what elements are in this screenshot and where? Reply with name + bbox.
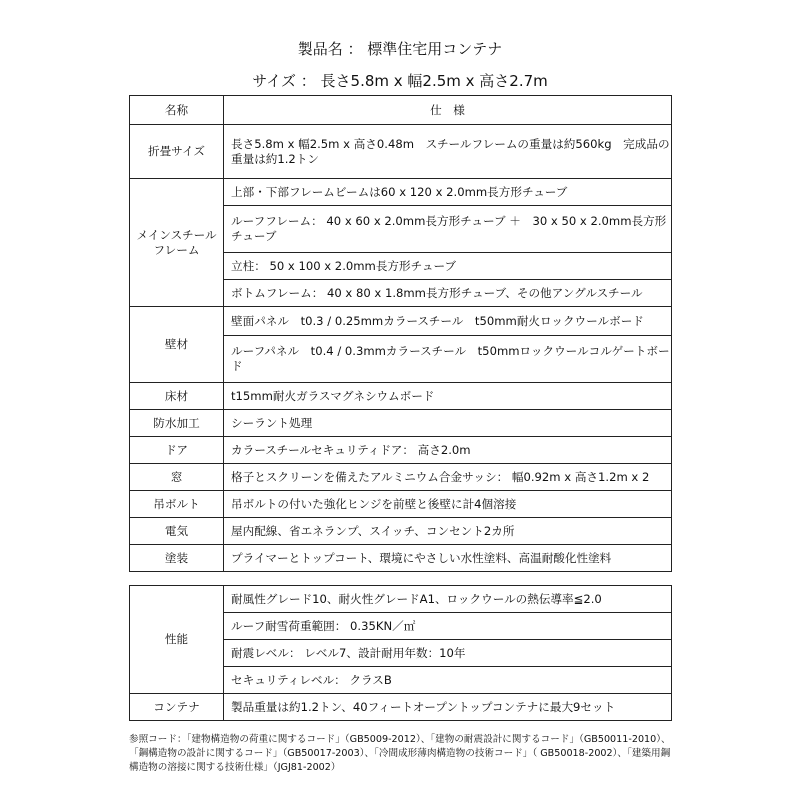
spec-cell: カラースチールセキュリティドア： 高さ2.0m [224,437,672,464]
item-name-cell: コンテナ [130,694,224,721]
item-name-cell: 塗装 [130,545,224,572]
performance-table [129,585,672,721]
table-row [130,518,672,545]
table-row [130,586,672,613]
product-name-title: 製品名 ： 標準住宅用コンテナ [297,40,503,58]
table-row [130,545,672,572]
spec-cell: プライマーとトップコート、環境にやさしい水性塗料、高温耐酸化性塗料 [224,545,672,572]
header-spec-cell: 仕 様 [224,96,672,125]
spec-cell: 長さ5.8m x 幅2.5m x 高さ0.48m スチールフレームの重量は約560kg 完成品の重量は約1.2トン [224,125,672,179]
item-name-cell: ドア [130,437,224,464]
item-name-cell: 性能 [130,586,224,694]
spec-cell: 格子とスクリーンを備えたアルミニウム合金サッシ： 幅0.92m x 高さ1.2m x 2 [224,464,672,491]
item-name-cell: 床材 [130,383,224,410]
spec-cell: ルーフパネル t0.4 / 0.3mmカラースチール t50mmロックウールコルゲートボード [224,336,672,383]
table-row [130,383,672,410]
table-row [130,464,672,491]
table-row [130,179,672,206]
spec-cell: 耐風性グレード10、耐火性グレードA1、ロックウールの熱伝導率≦2.0 [224,586,672,613]
table-row [130,491,672,518]
item-name-cell: 壁材 [130,307,224,383]
spec-cell: ルーフ耐雪荷重範囲： 0.35KN／㎡ [224,613,672,640]
size-title: サイズ ： 長さ5.8m x 幅2.5m x 高さ2.7m [252,72,548,90]
spec-cell: 吊ボルトの付いた強化ヒンジを前壁と後壁に計4個溶接 [224,491,672,518]
spec-cell: ボトムフレーム： 40 x 80 x 1.8mm長方形チューブ、その他アングルスチール [224,280,672,307]
table-row [130,307,672,336]
item-name-cell: 窓 [130,464,224,491]
item-name-cell: 折畳サイズ [130,125,224,179]
item-name-cell: 吊ボルト [130,491,224,518]
header-name-cell: 名称 [130,96,224,125]
item-name-cell: メインスチール フレーム [130,179,224,307]
item-name-cell: 電気 [130,518,224,545]
table-row [130,694,672,721]
table-row [130,125,672,179]
spec-cell: シーラント処理 [224,410,672,437]
spec-cell: 上部・下部フレームビームは60 x 120 x 2.0mm長方形チューブ [224,179,672,206]
spec-cell: 耐震レベル： レベル7、設計耐用年数：10年 [224,640,672,667]
spec-cell: セキュリティレベル： クラスB [224,667,672,694]
table-row [130,410,672,437]
spec-cell: 製品重量は約1.2トン、40フィートオープントップコンテナに最大9セット [224,694,672,721]
spec-cell: t15mm耐火ガラスマグネシウムボード [224,383,672,410]
spec-cell: ルーフフレーム： 40 x 60 x 2.0mm長方形チューブ ＋ 30 x 50 x 2.0mm長方形チューブ [224,206,672,253]
spec-table [129,95,672,572]
table-row [130,437,672,464]
spec-cell: 壁面パネル t0.3 / 0.25mmカラースチール t50mm耐火ロックウールボード [224,307,672,336]
item-name-cell: 防水加工 [130,410,224,437]
spec-cell: 立柱： 50 x 100 x 2.0mm長方形チューブ [224,253,672,280]
spec-cell: 屋内配線、省エネランプ、スイッチ、コンセント2カ所 [224,518,672,545]
table-header-row [130,96,672,125]
reference-footnote: 参照コード：「建物構造物の荷重に関するコード」（GB5009-2012）、「建物の耐震設計に関するコード」（GB50011-2010）、「鋼構造物の設計に関するコード」（GB50017-2003）、「冷間成形薄肉構造物の技術コード」（ GB50018-2002）、「建築用鋼構造物の溶接に関する技術仕様」（JGJ81-2002） [129,734,671,773]
